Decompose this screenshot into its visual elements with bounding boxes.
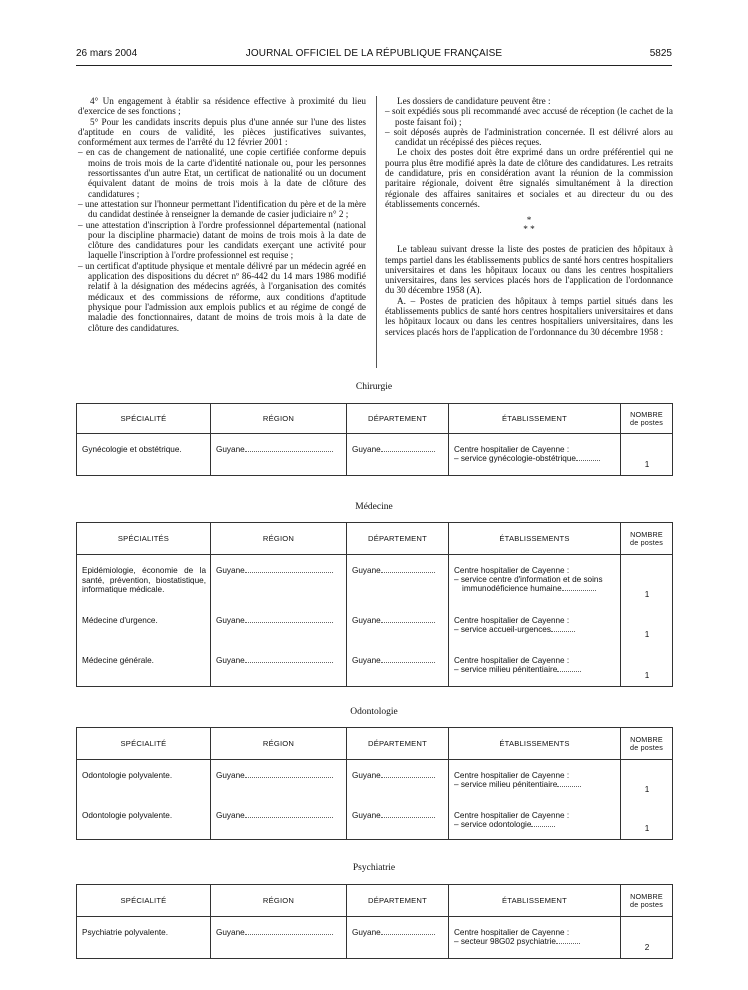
header-title: JOURNAL OFFICIEL DE LA RÉPUBLIQUE FRANÇAISE — [245, 48, 503, 59]
department-cell: Guyane — [347, 917, 449, 959]
department-cell: Guyane — [347, 760, 449, 800]
table-header-cell: DÉPARTEMENT — [347, 728, 449, 760]
table-header-cell: ÉTABLISSEMENTS — [449, 523, 621, 555]
right-paragraph: – soit expédiés sous pli recommandé avec accusé de réception (le cachet de la poste faisant foi) ; — [385, 106, 673, 127]
region-cell: Guyane — [211, 760, 347, 800]
region-cell: Guyane — [211, 917, 347, 959]
specialty-cell: Epidémiologie, économie de la santé, prévention, biostatistique, informatique médicale. — [77, 555, 211, 605]
table-header-cell: ÉTABLISSEMENT — [449, 404, 621, 434]
table-section-title: Chirurgie — [355, 382, 393, 392]
establishment-cell: Centre hospitalier de Cayenne : – service odontologie — [449, 800, 621, 840]
positions-count-cell: 1 — [621, 605, 673, 645]
table-header-cell: NOMBRE de postes — [621, 885, 673, 917]
table-header-cell: DÉPARTEMENT — [347, 404, 449, 434]
establishment-cell: Centre hospitalier de Cayenne : – service gynécologie-obstétrique — [449, 434, 621, 476]
left-paragraph: – en cas de changement de nationalité, une copie certifiée conforme depuis moins de trois mois de la carte d'identité nationale ou, pour les personnes ressortissantes d'un autre Etat, un certificat de nationalité ou un document équivalent datant de moins de trois mois à la date de clôture des candidatures ; — [78, 147, 366, 199]
right-paragraph: Le tableau suivant dresse la liste des postes de praticien des hôpitaux à temps partiel dans les établissements publics de santé hors centres hospitaliers universitaires et dans les hôpitaux locaux ou dans les centres hospitaliers universitaires, dans les services placés hors de l'application de l'ordonnance du 30 décembre 1958 (A). — [385, 244, 673, 296]
table-row — [77, 800, 673, 840]
left-column — [78, 96, 366, 333]
left-paragraph: – un certificat d'aptitude physique et mentale délivré par un médecin agréé en application des dispositions du décret nº 86-442 du 14 mars 1986 modifié relatif à la désignation des médecins agréés, à l'organisation des comités médicaux et des commissions de réforme, aux conditions d'aptitude physique pour l'admission aux emplois publics et au régime de congé de maladie des fonctionnaires, datant de moins de trois mois à la date de clôture des candidatures. — [78, 260, 366, 333]
positions-count-cell: 1 — [621, 645, 673, 687]
table-row — [77, 645, 673, 687]
positions-table — [76, 522, 673, 687]
positions-count-cell: 1 — [621, 434, 673, 476]
department-cell: Guyane — [347, 645, 449, 687]
left-paragraph: 5° Pour les candidats inscrits depuis plus d'une année sur l'une des listes d'aptitude en cours de validité, les pièces justificatives suivantes, conformément aux termes de l'arrêté du 12 février 2001 : — [78, 116, 366, 148]
left-paragraph: – une attestation d'inscription à l'ordre professionnel départemental (national pour la discipline pharmacie) datant de moins de trois mois à la date de clôture des candidatures pour les candidats exerçant une activité pour laquelle l'inscription à l'ordre professionnel est requise ; — [78, 219, 366, 261]
establishment-cell: Centre hospitalier de Cayenne : – service milieu pénitentiaire — [449, 760, 621, 800]
positions-count-cell: 1 — [621, 760, 673, 800]
table-header-cell: DÉPARTEMENT — [347, 523, 449, 555]
table-header-cell: RÉGION — [211, 404, 347, 434]
table-header-cell: NOMBRE de postes — [621, 404, 673, 434]
table-section-title: Médecine — [355, 502, 393, 512]
right-paragraph: Les dossiers de candidature peuvent être : — [397, 96, 551, 106]
positions-count-cell: 1 — [621, 555, 673, 605]
department-cell: Guyane — [347, 434, 449, 476]
right-paragraph: – soit déposés auprès de l'administration concernée. Il est délivré alors au candidat un récépissé des pièces reçues. — [385, 126, 673, 148]
table-row — [77, 605, 673, 645]
region-cell: Guyane — [211, 605, 347, 645]
specialty-cell: Médecine générale. — [77, 645, 211, 687]
establishment-cell: Centre hospitalier de Cayenne : – service centre d'information et de soins immunodéficience humaine — [449, 555, 621, 605]
column-divider — [376, 96, 377, 368]
table-header-cell: SPÉCIALITÉ — [77, 404, 211, 434]
specialty-cell: Médecine d'urgence. — [77, 605, 211, 645]
positions-table — [76, 403, 673, 476]
positions-count-cell: 1 — [621, 800, 673, 840]
table-row — [77, 434, 673, 476]
table-header-cell: SPÉCIALITÉS — [77, 523, 211, 555]
right-paragraph: Le choix des postes doit être exprimé dans un ordre préférentiel qui ne pourra plus être modifié après la date de clôture des candidatures. Les retraits de candidature, pris en considération avant la réunion de la commission paritaire régionale, doivent être signalés simultanément à la direction régionale des affaires sanitaires et sociales et au directeur du ou des établissements concernés. — [385, 147, 673, 209]
department-cell: Guyane — [347, 555, 449, 605]
right-paragraph: A. – Postes de praticien des hôpitaux à temps partiel situés dans les établissements publics de santé hors centres hospitaliers universitaires et dans les hôpitaux locaux ou dans les centres hospitaliers universitaires, dans les services placés hors de l'application de l'ordonnance du 30 décembre 1958 : — [385, 295, 673, 337]
establishment-cell: Centre hospitalier de Cayenne : – service milieu pénitentiaire — [449, 645, 621, 687]
header-date: 26 mars 2004 — [76, 48, 138, 59]
table-header-cell: ÉTABLISSEMENT — [449, 885, 621, 917]
table-row — [77, 760, 673, 800]
table-row — [77, 555, 673, 605]
specialty-cell: Odontologie polyvalente. — [77, 760, 211, 800]
establishment-cell: Centre hospitalier de Cayenne : – secteur 98G02 psychiatrie — [449, 917, 621, 959]
positions-count-cell: 2 — [621, 917, 673, 959]
table-header-cell: NOMBRE de postes — [621, 728, 673, 760]
header-page-number: 5825 — [649, 48, 672, 59]
region-cell: Guyane — [211, 800, 347, 840]
department-cell: Guyane — [347, 605, 449, 645]
table-header-cell: ÉTABLISSEMENTS — [449, 728, 621, 760]
specialty-cell: Gynécologie et obstétrique. — [77, 434, 211, 476]
region-cell: Guyane — [211, 645, 347, 687]
table-header-cell: NOMBRE de postes — [621, 523, 673, 555]
table-header-cell: SPÉCIALITÉ — [77, 728, 211, 760]
region-cell: Guyane — [211, 555, 347, 605]
department-cell: Guyane — [347, 800, 449, 840]
table-row — [77, 917, 673, 959]
right-column — [385, 96, 673, 337]
table-header-cell: RÉGION — [211, 885, 347, 917]
specialty-cell: Psychiatrie polyvalente. — [77, 917, 211, 959]
table-header-cell: RÉGION — [211, 728, 347, 760]
section-separator: * * * — [523, 215, 535, 235]
positions-table — [76, 727, 673, 840]
table-header-cell: SPÉCIALITÉ — [77, 885, 211, 917]
header-rule — [76, 65, 672, 66]
left-paragraph: – une attestation sur l'honneur permettant l'identification du père et de la mère du candidat destinée à renseigner la demande de casier judiciaire n° 2 ; — [78, 198, 366, 220]
establishment-cell: Centre hospitalier de Cayenne : – service accueil-urgences — [449, 605, 621, 645]
left-paragraph: 4° Un engagement à établir sa résidence effective à proximité du lieu d'exercice de ses fonctions ; — [78, 96, 366, 117]
table-header-cell: DÉPARTEMENT — [347, 885, 449, 917]
table-section-title: Psychiatrie — [352, 863, 396, 873]
page-header — [76, 48, 672, 64]
region-cell: Guyane — [211, 434, 347, 476]
specialty-cell: Odontologie polyvalente. — [77, 800, 211, 840]
table-section-title: Odontologie — [350, 707, 398, 717]
table-header-cell: RÉGION — [211, 523, 347, 555]
positions-table — [76, 884, 673, 959]
